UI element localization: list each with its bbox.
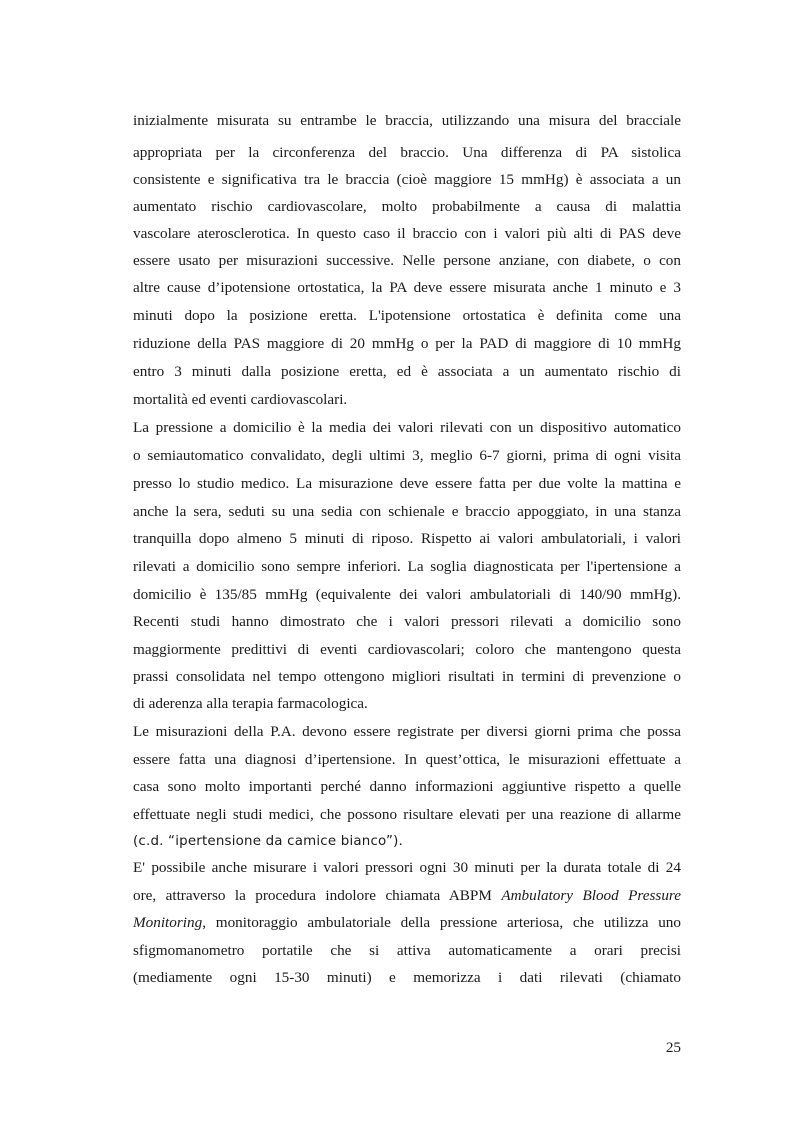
text-line bbox=[133, 913, 681, 933]
page-number: 25 bbox=[665, 1039, 681, 1056]
text-line: mortalità ed eventi cardiovascolari. bbox=[133, 391, 348, 408]
text-line bbox=[133, 886, 681, 906]
text-line: La pressione a domicilio è la media dei valori rilevati con un dispositivo automatico bbox=[133, 419, 681, 436]
text-line: sfigmomanometro portatile che si attiva automaticamente a orari precisi bbox=[133, 942, 681, 959]
text-line: inizialmente misurata su entrambe le braccia, utilizzando una misura del bracciale bbox=[133, 112, 681, 129]
text-line: tranquilla dopo almeno 5 minuti di riposo. Rispetto ai valori ambulatoriali, i valori bbox=[133, 530, 681, 547]
text-line: appropriata per la circonferenza del braccio. Una differenza di PA sistolica bbox=[133, 144, 681, 161]
text-line: o semiautomatico convalidato, degli ultimi 3, meglio 6-7 giorni, prima di ogni visita bbox=[133, 447, 681, 464]
text-span: ore, attraverso la procedura indolore chiamata ABPM bbox=[133, 887, 492, 904]
text-line: rilevati a domicilio sono sempre inferiori. La soglia diagnosticata per l'ipertensione a bbox=[133, 558, 681, 575]
text-line: E' possibile anche misurare i valori pressori ogni 30 minuti per la durata totale di 24 bbox=[133, 859, 681, 876]
text-line: maggiormente predittivi di eventi cardiovascolari; coloro che mantengono questa bbox=[133, 641, 681, 658]
text-line: (mediamente ogni 15-30 minuti) e memorizza i dati rilevati (chiamato bbox=[133, 969, 681, 986]
text-line: vascolare aterosclerotica. In questo caso il braccio con i valori più alti di PAS deve bbox=[133, 225, 681, 242]
text-line: casa sono molto importanti perché danno informazioni aggiuntive rispetto a quelle bbox=[133, 778, 681, 795]
text-line: Recenti studi hanno dimostrato che i valori pressori rilevati a domicilio sono bbox=[133, 613, 681, 630]
text-line: effettuate negli studi medici, che possono risultare elevati per una reazione di allarme bbox=[133, 806, 681, 823]
text-line: (c.d. “ipertensione da camice bianco”). bbox=[133, 834, 403, 849]
text-line: di aderenza alla terapia farmacologica. bbox=[133, 695, 368, 712]
text-line: altre cause d’ipotensione ortostatica, la PA deve essere misurata anche 1 minuto e 3 bbox=[133, 279, 681, 296]
italic-term: Ambulatory Blood Pressure bbox=[501, 887, 682, 904]
text-line: consistente e significativa tra le braccia (cioè maggiore 15 mmHg) è associata a un bbox=[133, 171, 681, 188]
text-line: entro 3 minuti dalla posizione eretta, ed è associata a un aumentato rischio di bbox=[133, 363, 681, 380]
text-line: minuti dopo la posizione eretta. L'ipotensione ortostatica è definita come una bbox=[133, 307, 681, 324]
text-line: aumentato rischio cardiovascolare, molto probabilmente a causa di malattia bbox=[133, 198, 681, 215]
text-line: prassi consolidata nel tempo ottengono migliori risultati in termini di prevenzione o bbox=[133, 668, 681, 685]
text-line: presso lo studio medico. La misurazione deve essere fatta per due volte la mattina e bbox=[133, 475, 681, 492]
text-line: domicilio è 135/85 mmHg (equivalente dei valori ambulatoriali di 140/90 mmHg). bbox=[133, 586, 681, 603]
text-line: essere fatta una diagnosi d’ipertensione. In quest’ottica, le misurazioni effettuate a bbox=[133, 751, 681, 768]
text-span: , monitoraggio ambulatoriale della pressione arteriosa, che utilizza uno bbox=[202, 914, 681, 931]
text-line: anche la sera, seduti su una sedia con schienale e braccio appoggiato, in una stanza bbox=[133, 503, 681, 520]
text-line: riduzione della PAS maggiore di 20 mmHg o per la PAD di maggiore di 10 mmHg bbox=[133, 335, 681, 352]
text-line: Le misurazioni della P.A. devono essere registrate per diversi giorni prima che possa bbox=[133, 723, 681, 740]
italic-term: Monitoring bbox=[133, 914, 203, 931]
text-line: essere usato per misurazioni successive. Nelle persone anziane, con diabete, o con bbox=[133, 252, 681, 269]
